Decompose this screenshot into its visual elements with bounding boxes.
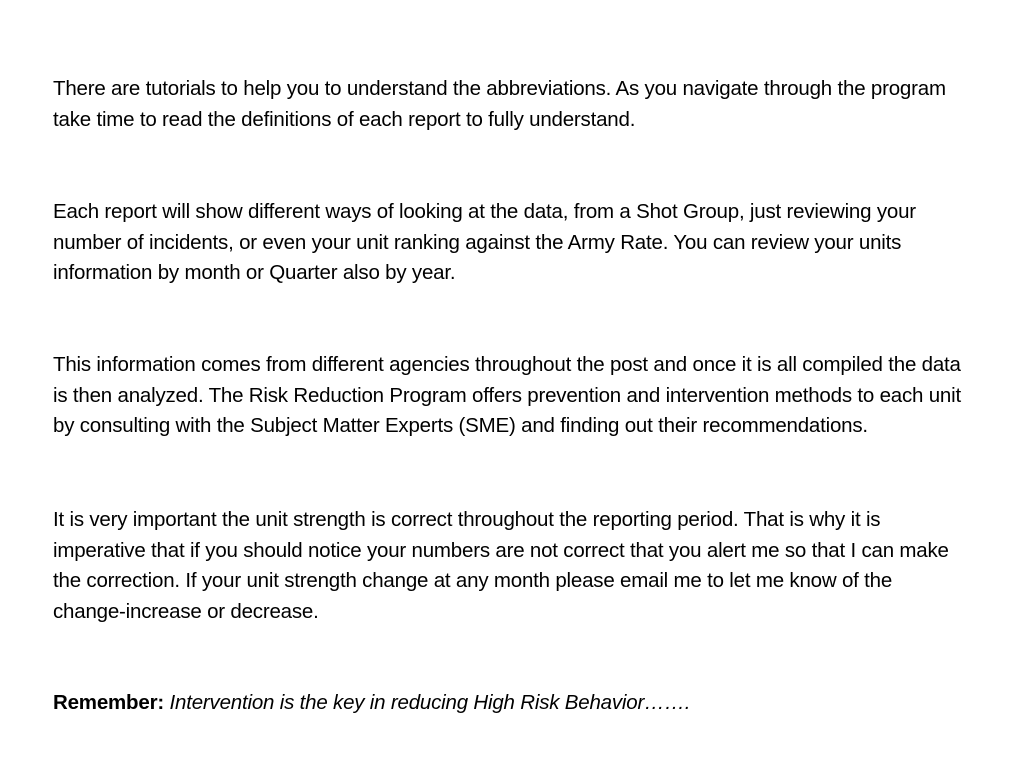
paragraph-report-views: Each report will show different ways of looking at the data, from a Shot Group, just reviewing your number of incidents, or even your unit ranking against the Army Rate. You can review your units information by month or Quarter also by year. bbox=[53, 200, 916, 285]
paragraph-unit-strength: It is very important the unit strength is correct throughout the reporting period. That is why it is imperative that if you should notice your numbers are not correct that you alert me so that I can make the correction. If your unit strength change at any month please email me to let me know of the change-increase or decrease. bbox=[53, 508, 949, 624]
remember-label: Remember: bbox=[53, 691, 164, 714]
paragraph-data-sources: This information comes from different agencies throughout the post and once it is all compiled the data is then analyzed. The Risk Reduction Program offers prevention and intervention methods to each unit by consulting with the Subject Matter Experts (SME) and finding out their recommendations. bbox=[53, 353, 961, 438]
slide-body bbox=[53, 74, 973, 734]
remember-line bbox=[53, 688, 963, 719]
remember-text: Intervention is the key in reducing High Risk Behavior……. bbox=[169, 691, 691, 714]
paragraph-tutorials: There are tutorials to help you to understand the abbreviations. As you navigate through the program take time to read the definitions of each report to fully understand. bbox=[53, 77, 946, 131]
